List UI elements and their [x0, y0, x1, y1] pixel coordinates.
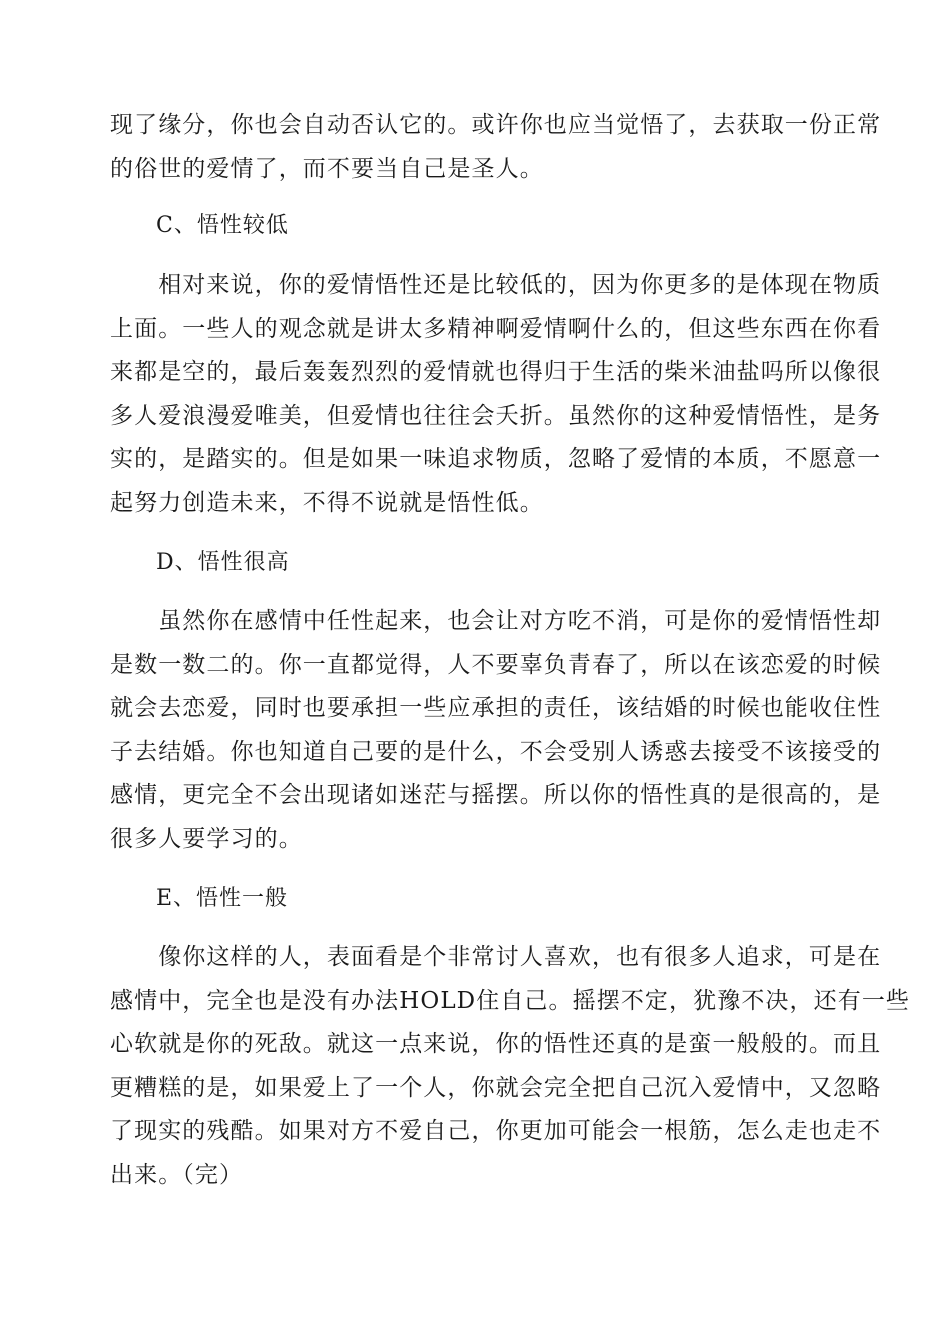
- paragraph-line: 现了缘分，你也会自动否认它的。或许你也应当觉悟了，去获取一份正常: [110, 112, 882, 138]
- paragraph-line: 虽然你在感情中任性起来，也会让对方吃不消，可是你的爱情悟性却: [110, 608, 882, 634]
- paragraph-line: 实的，是踏实的。但是如果一味追求物质，忽略了爱情的本质，不愿意一: [110, 446, 882, 473]
- paragraph-line: 上面。一些人的观念就是讲太多精神啊爱情啊什么的，但这些东西在你看: [110, 315, 882, 342]
- section-c-heading: C、悟性较低: [156, 213, 289, 238]
- paragraph-line: 感情，更完全不会出现诸如迷茫与摇摆。所以你的悟性真的是很高的，是: [110, 782, 882, 809]
- paragraph-line: 更糟糕的是，如果爱上了一个人，你就会完全把自己沉入爱情中，又忽略: [110, 1074, 882, 1101]
- paragraph-line: 来都是空的，最后轰轰烈烈的爱情就也得归于生活的柴米油盐吗所以像很: [110, 359, 882, 386]
- paragraph-line: 是数一数二的。你一直都觉得，人不要辜负青春了，所以在该恋爱的时候: [110, 651, 882, 678]
- paragraph-line: 出来。（完）: [110, 1161, 244, 1188]
- paragraph-line: 的俗世的爱情了，而不要当自己是圣人。: [110, 155, 544, 182]
- intro-paragraph: [110, 104, 882, 191]
- section-d-heading: D、悟性很高: [156, 550, 290, 575]
- paragraph-line: 心软就是你的死敌。就这一点来说，你的悟性还真的是蛮一般般的。而且: [110, 1031, 882, 1058]
- paragraph-line: 多人爱浪漫爱唯美，但爱情也往往会夭折。虽然你的这种爱情悟性，是务: [110, 402, 882, 429]
- paragraph-line: 了现实的残酷。如果对方不爱自己，你更加可能会一根筋，怎么走也走不: [110, 1118, 882, 1145]
- section-c-paragraph: [110, 264, 882, 526]
- paragraph-line: 相对来说，你的爱情悟性还是比较低的，因为你更多的是体现在物质: [110, 272, 882, 298]
- paragraph-line: 感情中，完全也是没有办法HOLD住自己。摇摆不定，犹豫不决，还有一些: [110, 987, 911, 1014]
- paragraph-line: 起努力创造未来，不得不说就是悟性低。: [110, 489, 544, 516]
- section-d-paragraph: [110, 600, 882, 862]
- paragraph-line: 子去结婚。你也知道自己要的是什么，不会受别人诱惑去接受不该接受的: [110, 738, 882, 765]
- paragraph-line: 像你这样的人，表面看是个非常讨人喜欢，也有很多人追求，可是在: [110, 944, 882, 970]
- paragraph-line: 就会去恋爱，同时也要承担一些应承担的责任，该结婚的时候也能收住性: [110, 695, 882, 722]
- section-e-paragraph: [110, 936, 911, 1198]
- paragraph-line: 很多人要学习的。: [110, 825, 303, 852]
- section-e-heading: E、悟性一般: [156, 886, 289, 911]
